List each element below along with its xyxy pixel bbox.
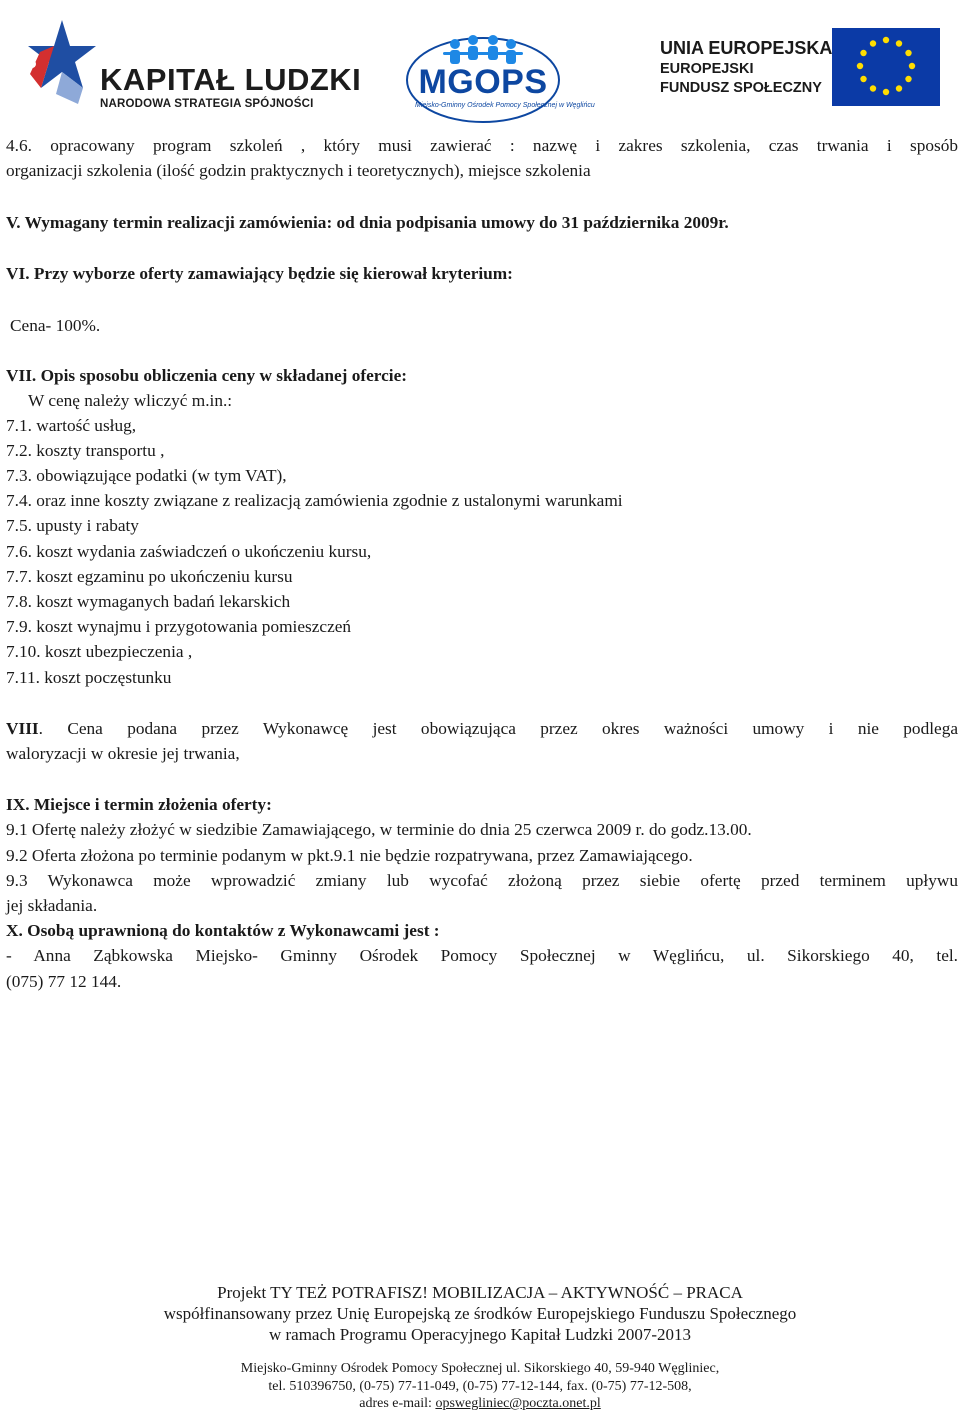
list-item: 7.7. koszt egzaminu po ukończeniu kursu bbox=[6, 567, 293, 586]
footer-email-label: adres e-mail: bbox=[359, 1396, 432, 1411]
point-9-2: 9.2 Oferta złożona po terminie podanym w pkt.9.1 nie będzie rozpatrywana, przez Zamawiającego. bbox=[6, 846, 693, 865]
section-vi-heading: VI. Przy wyborze oferty zamawiający będzie się kierował kryterium: bbox=[6, 264, 513, 283]
eu-title: UNIA EUROPEJSKA bbox=[660, 38, 833, 58]
price-criterion: Cena- 100%. bbox=[10, 316, 101, 335]
eu-stars-icon bbox=[832, 28, 940, 106]
footer-email-link[interactable]: opswegliniec@poczta.onet.pl bbox=[435, 1396, 601, 1411]
kapital-ludzki-subtitle: NARODOWA STRATEGIA SPÓJNOŚCI bbox=[100, 98, 314, 110]
section-vii-intro: W cenę należy wliczyć m.in.: bbox=[28, 391, 233, 410]
mgops-logo bbox=[403, 30, 595, 126]
section-vii-heading: VII. Opis sposobu obliczenia ceny w składanej ofercie: bbox=[6, 366, 408, 385]
list-item: 7.1. wartość usług, bbox=[6, 416, 137, 435]
list-item: 7.9. koszt wynajmu i przygotowania pomieszczeń bbox=[6, 617, 352, 636]
point-9-3-line-2: jej składania. bbox=[6, 896, 98, 915]
point-4-6-line-1: 4.6. opracowany program szkoleń , który musi zawierać : nazwę i zakres szkolenia, czas trwania i sposób bbox=[6, 136, 958, 155]
kapital-ludzki-logo bbox=[10, 12, 362, 112]
section-v-heading: V. Wymagany termin realizacji zamówienia: od dnia podpisania umowy do 31 października 2009r. bbox=[6, 213, 729, 232]
contact-line-2: (075) 77 12 144. bbox=[6, 972, 122, 991]
point-4-6-line-2: organizacji szkolenia (ilość godzin praktycznych i teoretycznych), miejsce szkolenia bbox=[6, 161, 591, 180]
section-viii-line-2: waloryzacji w okresie jej trwania, bbox=[6, 744, 240, 763]
section-x-heading: X. Osobą uprawnioną do kontaktów z Wykonawcami jest : bbox=[6, 921, 440, 940]
list-item: 7.6. koszt wydania zaświadczeń o ukończeniu kursu, bbox=[6, 542, 372, 561]
list-item: 7.4. oraz inne koszty związane z realizacją zamówienia zgodnie z ustalonymi warunkami bbox=[6, 491, 623, 510]
section-ix-heading: IX. Miejsce i termin złożenia oferty: bbox=[6, 795, 272, 814]
list-item: 7.11. koszt poczęstunku bbox=[6, 668, 172, 687]
contact-line-1: - Anna Ząbkowska Miejsko- Gminny Ośrodek Pomocy Społecznej w Węglińcu, ul. Sikorskiego 40, tel. bbox=[6, 946, 958, 965]
mgops-title: MGOPS bbox=[418, 63, 548, 101]
list-item: 7.5. upusty i rabaty bbox=[6, 516, 139, 535]
mgops-ring-text: Miejsko-Gminny Ośrodek Pomocy Społecznej w Węglińcu bbox=[415, 102, 595, 109]
kapital-ludzki-title: KAPITAŁ LUDZKI bbox=[100, 62, 362, 97]
list-item: 7.8. koszt wymaganych badań lekarskich bbox=[6, 592, 291, 611]
kapital-ludzki-star-icon bbox=[10, 12, 100, 112]
footer-project-title: Projekt TY TEŻ POTRAFISZ! MOBILIZACJA – AKTYWNOŚĆ – PRACA bbox=[217, 1283, 743, 1302]
section-viii-label: VIII bbox=[6, 719, 39, 738]
footer-programme: w ramach Programu Operacyjnego Kapitał Ludzki 2007-2013 bbox=[268, 1325, 692, 1344]
footer-email-line bbox=[0, 1396, 960, 1412]
footer-phones: tel. 510396750, (0-75) 77-11-049, (0-75) 77-12-144, fax. (0-75) 77-12-508, bbox=[268, 1379, 692, 1394]
list-item: 7.2. koszty transportu , bbox=[6, 441, 165, 460]
list-item: 7.3. obowiązujące podatki (w tym VAT), bbox=[6, 466, 287, 485]
point-9-3-line-1: 9.3 Wykonawca może wprowadzić zmiany lub wycofać złożoną przez siebie ofertę przed terminem upływu bbox=[6, 871, 958, 890]
eu-flag-icon bbox=[832, 28, 940, 106]
point-9-1: 9.1 Ofertę należy złożyć w siedzibie Zamawiającego, w terminie do dnia 25 czerwca 2009 r. do godz.13.00. bbox=[6, 820, 752, 839]
section-viii-line-1 bbox=[6, 717, 958, 741]
eu-line-2: EUROPEJSKI bbox=[660, 61, 754, 77]
list-item: 7.10. koszt ubezpieczenia , bbox=[6, 642, 193, 661]
section-viii-text: . Cena podana przez Wykonawcę jest obowiązująca przez okres ważności umowy i nie podlega bbox=[38, 719, 958, 738]
eu-line-3: FUNDUSZ SPOŁECZNY bbox=[660, 80, 822, 96]
footer-address: Miejsko-Gminny Ośrodek Pomocy Społecznej ul. Sikorskiego 40, 59-940 Węgliniec, bbox=[240, 1361, 720, 1376]
footer-cofinancing: współfinansowany przez Unię Europejską ze środków Europejskiego Funduszu Społecznego bbox=[163, 1304, 797, 1323]
eu-logo bbox=[654, 20, 944, 120]
eu-subtitle bbox=[660, 60, 822, 98]
